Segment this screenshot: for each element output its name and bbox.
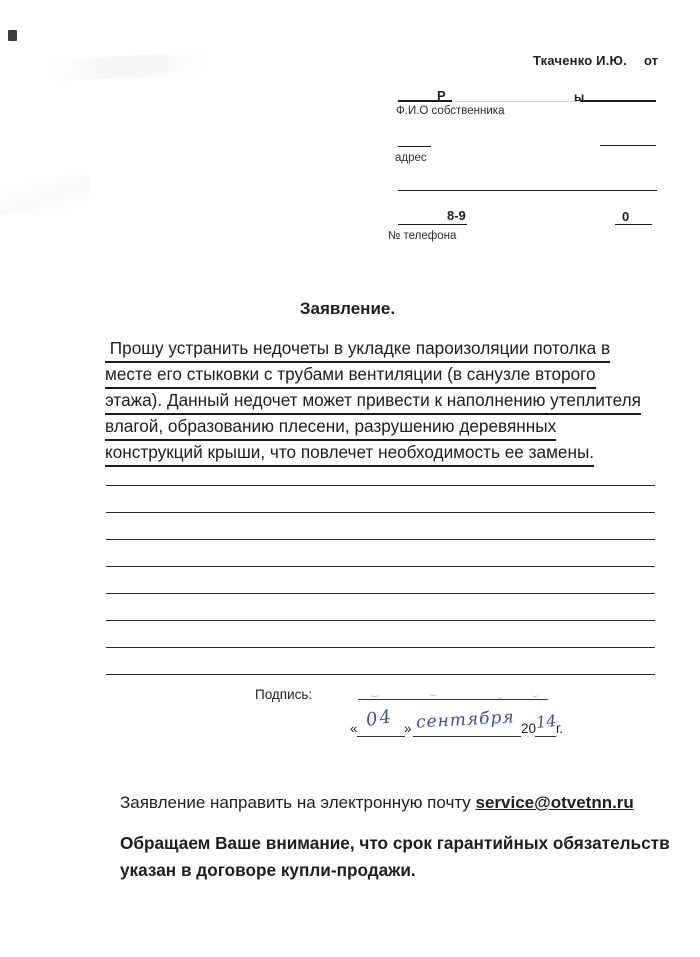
phone-fragment-right: 0 [622,209,630,224]
blank-ruled-line [106,594,655,621]
owner-name-line [580,100,656,102]
owner-name-remnant-left: Р [437,88,446,103]
email-instruction-line [120,793,634,813]
owner-name-line-whiteout [452,101,577,102]
address-line-second [398,190,657,191]
addressee-name: Ткаченко И.Ю. [533,53,627,68]
phone-line-left [398,224,467,225]
scan-artifact-mark [8,30,17,41]
warranty-notice-line: Обращаем Ваше внимание, что срок гарантийных обязательств [120,833,670,853]
blank-ruled-line [106,513,655,540]
date-day-line [357,736,405,737]
blank-ruled-line [106,540,655,567]
claim-text-line: влагой, образованию плесени, разрушению деревянных [105,414,645,440]
blank-ruled-line [106,567,655,594]
document-title: Заявление. [299,299,396,318]
signature-line [358,699,548,700]
owner-name-remnant-right: ы [574,90,585,104]
address-line-right [600,145,656,146]
scan-shadow-streak [0,175,90,215]
blank-ruled-line [106,648,655,675]
claim-text-line: месте его стыковки с трубами вентиляции (в санузле второго [105,362,645,388]
warranty-notice-line: указан в договоре купли-продажи. [120,860,416,880]
fio-caption: Ф.И.О собственника [396,105,505,117]
date-month-line [413,736,521,737]
claim-text-line: этажа). Данный недочет может привести к наполнению утеплителя [105,388,645,414]
claim-text-paragraph [105,336,645,466]
date-day-handwritten: 04 [364,706,395,731]
date-year-line [535,736,556,737]
phone-caption: № телефона [388,230,457,242]
erased-signature-mark [429,690,437,696]
claim-text-line: Прошу устранить недочеты в укладке пароизоляции потолка в [105,336,645,362]
erased-signature-mark [498,693,503,699]
phone-fragment-left: 8-9 [447,208,466,223]
date-year-prefix: 20 [521,721,537,736]
owner-name-line [398,100,452,102]
signature-caption: Подпись: [255,687,313,702]
erased-signature-mark [532,691,538,697]
blank-ruled-line [106,621,655,648]
date-year-handwritten: 14 [535,710,558,733]
date-year-suffix: г. [556,721,564,736]
warranty-notice [120,830,670,884]
from-label: от [644,53,658,68]
phone-line-right [615,224,652,225]
email-address: service@otvetnn.ru [475,793,634,812]
blank-ruled-line [106,486,655,513]
email-instruction-text: Заявление направить на электронную почту [120,793,476,812]
scan-shadow-streak [25,49,256,83]
blank-ruled-line [106,459,655,486]
address-line-left [398,146,431,147]
date-close-quote: » [404,721,412,736]
date-open-quote: « [350,721,358,736]
erased-signature-mark [370,691,379,697]
date-month-handwritten: сентября [415,707,516,733]
address-caption: адрес [395,152,427,164]
blank-ruled-lines [106,459,655,675]
claim-text-line: конструкций крыши, что повлечет необходимость ее замены. [105,440,645,466]
